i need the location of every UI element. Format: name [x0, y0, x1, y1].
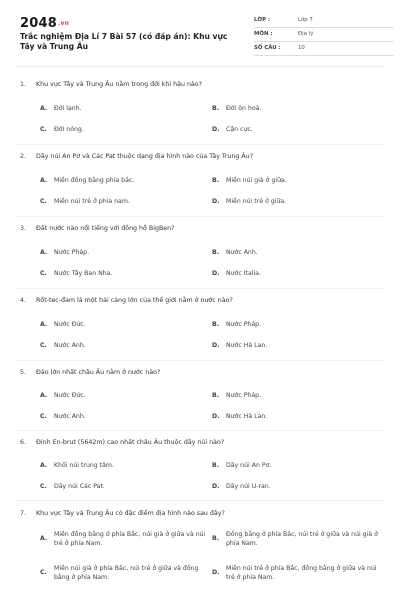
header-divider	[16, 66, 384, 67]
logo-text: 2048	[20, 16, 57, 31]
option-text: Dãy núi Các Pat.	[54, 483, 105, 490]
question-number: 4.	[20, 297, 27, 304]
question-divider	[16, 430, 384, 431]
question-text	[20, 438, 382, 447]
question-2	[20, 152, 382, 205]
site-logo[interactable]	[20, 16, 69, 31]
option-letter: C.	[40, 483, 47, 490]
meta-label: LỚP :	[254, 17, 271, 23]
option-text: Miền núi trẻ ở phía Bắc, đồng bằng ở giữa và núi trẻ ở phía Nam.	[226, 565, 377, 581]
option-letter: B.	[212, 249, 220, 256]
option-text: Nước Hà Lan.	[226, 342, 268, 349]
question-body: Khu vực Tây và Trung Âu nằm trong đới khí hậu nào?	[36, 81, 202, 88]
option-text: Nước Pháp.	[226, 321, 262, 328]
question-body: Đất nước nào nổi tiếng với đồng hồ BigBen?	[36, 225, 175, 232]
question-text	[20, 296, 382, 305]
question-divider	[16, 500, 384, 501]
question-number: 1.	[20, 81, 27, 88]
option-text: Miền núi già ở phía Bắc, núi trẻ ở giữa và đồng bằng ở phía Nam.	[54, 565, 199, 581]
meta-value[interactable]: Địa lý	[298, 31, 314, 37]
option-letter: C.	[40, 198, 47, 205]
option-text: Miền núi trẻ ở phía nam.	[54, 198, 130, 205]
meta-row-count	[254, 42, 394, 56]
meta-info	[254, 14, 394, 56]
question-text	[20, 80, 382, 89]
option-letter: B.	[212, 462, 220, 469]
question-number: 2.	[20, 153, 27, 160]
option-letter: D.	[212, 483, 220, 490]
meta-label: MÔN :	[254, 31, 273, 37]
option-text: Nước Tây Ban Nha.	[54, 270, 113, 277]
question-divider	[16, 144, 384, 145]
question-3	[20, 224, 382, 277]
page-title: Trắc nghiệm Địa Lí 7 Bài 57 (có đáp án): Khu vực Tây và Trung Âu	[20, 32, 228, 51]
option-letter: D.	[212, 413, 220, 420]
question-text	[20, 152, 382, 161]
option-text: Nước Anh.	[54, 413, 86, 420]
option-letter: B.	[212, 535, 220, 542]
option-letter: D.	[212, 342, 220, 349]
option-letter: B.	[212, 105, 220, 112]
option-letter: D.	[212, 198, 220, 205]
option-letter: A.	[40, 392, 48, 399]
question-body: Dãy núi An Pơ và Các Pat thuộc dạng địa hình nào của Tây Trung Âu?	[36, 153, 254, 160]
option-letter: A.	[40, 249, 48, 256]
option-text: Dãy núi U-ran.	[226, 483, 271, 490]
option-letter: A.	[40, 462, 48, 469]
question-number: 5.	[20, 369, 27, 376]
question-text	[20, 509, 382, 518]
option-text: Miền đồng bằng ở phía Bắc, núi già ở giữa và núi trẻ ở phía Nam.	[54, 531, 206, 547]
option-letter: D.	[212, 126, 220, 133]
question-6	[20, 438, 382, 490]
meta-row-subject	[254, 28, 394, 42]
question-number: 6.	[20, 439, 27, 446]
question-text	[20, 368, 382, 377]
question-7	[20, 509, 382, 581]
question-body: Đỉnh En-brut (5642m) cao nhất châu Âu thuộc dãy núi nào?	[36, 439, 225, 446]
question-divider	[16, 360, 384, 361]
question-text	[20, 224, 382, 233]
option-letter: B.	[212, 392, 220, 399]
option-letter: A.	[40, 105, 48, 112]
page-header	[16, 14, 386, 64]
option-text: Nước Hà Lan.	[226, 413, 268, 420]
option-letter: C.	[40, 569, 47, 576]
option-text: Miền đồng bằng phía bắc.	[54, 177, 135, 184]
option-text: Nước Đức.	[54, 392, 86, 399]
option-text: Nước Anh.	[226, 249, 258, 256]
question-body: Khu vực Tây và Trung Âu có đặc điểm địa hình nào sau đây?	[36, 510, 225, 517]
logo-suffix: .vn	[57, 20, 70, 27]
option-letter: D.	[212, 270, 220, 277]
option-letter: A.	[40, 535, 48, 542]
option-letter: C.	[40, 270, 47, 277]
option-text: Đới lạnh.	[54, 105, 82, 112]
question-body: Rốt-tec-đam là một hải cảng lớn của thế giới nằm ở nước nào?	[36, 297, 233, 304]
option-text: Nước Anh.	[54, 342, 86, 349]
option-text: Nước Đức.	[54, 321, 86, 328]
option-letter: D.	[212, 569, 220, 576]
option-text: Khối núi trung tâm.	[54, 462, 114, 469]
option-text: Miền núi trẻ ở giữa.	[226, 198, 287, 205]
option-letter: B.	[212, 177, 220, 184]
option-text: Nước Italia.	[226, 270, 261, 277]
option-letter: B.	[212, 321, 220, 328]
question-1	[20, 80, 382, 133]
meta-label: SỐ CÂU :	[254, 45, 281, 51]
question-divider	[16, 216, 384, 217]
option-text: Miền núi già ở giữa.	[226, 177, 287, 184]
option-letter: A.	[40, 321, 48, 328]
question-body: Đảo lớn nhất châu Âu nằm ở nước nào?	[36, 369, 161, 376]
question-divider	[16, 288, 384, 289]
meta-value: 10	[298, 45, 305, 51]
option-text: Nước Pháp.	[54, 249, 90, 256]
option-letter: C.	[40, 126, 47, 133]
question-number: 3.	[20, 225, 27, 232]
meta-value[interactable]: Lớp 7	[298, 17, 313, 23]
option-letter: A.	[40, 177, 48, 184]
option-text: Nước Pháp.	[226, 392, 262, 399]
option-letter: C.	[40, 342, 47, 349]
option-text: Đồng bằng ở phía Bắc, núi trẻ ở giữa và núi già ở phía Nam.	[226, 531, 378, 547]
option-text: Cận cực.	[226, 126, 253, 133]
question-number: 7.	[20, 510, 27, 517]
meta-row-class	[254, 14, 394, 28]
option-text: Đới ôn hoà.	[226, 105, 262, 112]
option-text: Dãy núi An Pơ.	[226, 462, 272, 469]
option-letter: C.	[40, 413, 47, 420]
question-4	[20, 296, 382, 349]
question-5	[20, 368, 382, 420]
option-text: Đới nóng.	[54, 126, 84, 133]
